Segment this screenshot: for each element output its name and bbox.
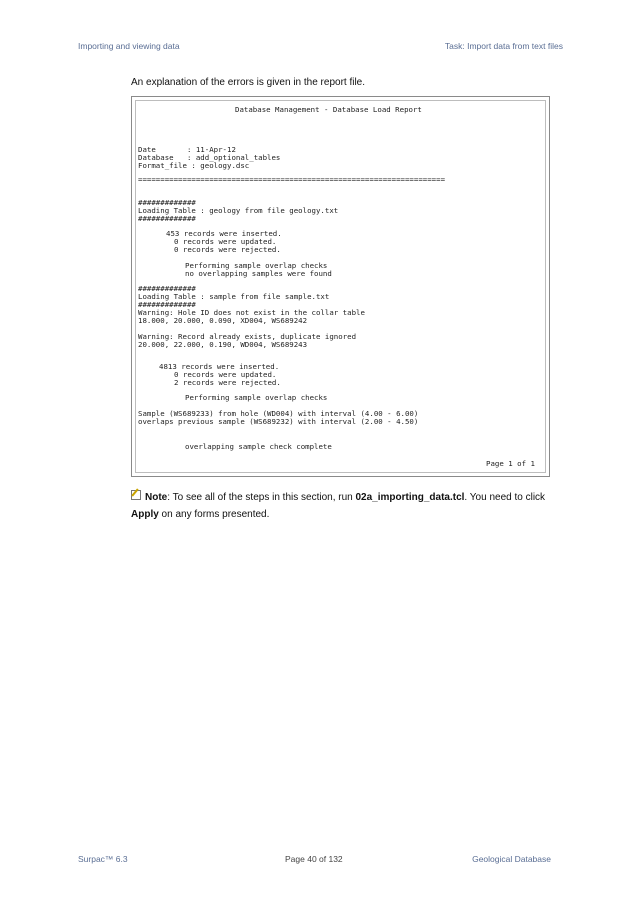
note-text: : To see all of the steps in this section, run: [167, 492, 356, 503]
report-line: Sample (WS689233) from hole (WD004) with interval (4.00 - 6.00): [138, 409, 419, 418]
report-line: 2 records were rejected.: [174, 378, 281, 387]
report-line: Date : 11-Apr-12: [138, 145, 236, 154]
header-task-title: Task: Import data from text files: [444, 41, 563, 51]
report-line: 0 records were rejected.: [174, 245, 281, 254]
note-pencil-icon: [131, 490, 141, 500]
report-line: #############: [138, 300, 196, 309]
report-line: 0 records were updated.: [174, 237, 277, 246]
report-line: Database : add_optional_tables: [138, 153, 281, 162]
report-line: #############: [138, 198, 196, 207]
header-section-title: Importing and viewing data: [78, 41, 180, 51]
intro-paragraph: An explanation of the errors is given in the report file.: [131, 77, 366, 88]
report-line: Performing sample overlap checks: [185, 393, 328, 402]
footer-page-number: Page 40 of 132: [285, 854, 343, 864]
report-line: Performing sample overlap checks: [185, 261, 328, 270]
report-line: Loading Table : geology from file geology.txt: [138, 206, 339, 215]
report-line: 20.000, 22.000, 0.190, WD004, WS689243: [138, 340, 308, 349]
note-label: Note: [145, 492, 168, 503]
report-screenshot: [131, 96, 550, 477]
note-text: . You need to click: [464, 492, 546, 503]
report-line: 18.000, 20.000, 0.090, XD004, WS689242: [138, 316, 308, 325]
report-separator: =====================================================================: [138, 175, 446, 184]
report-line: 453 records were inserted.: [166, 229, 282, 238]
report-line: #############: [138, 284, 196, 293]
report-line: Format_file : geology.dsc: [138, 161, 250, 170]
report-page-number: Page 1 of 1: [486, 459, 535, 468]
apply-keyword: Apply: [131, 509, 159, 520]
report-line: 0 records were updated.: [174, 370, 277, 379]
footer-product: Surpac™ 6.3: [78, 854, 128, 864]
report-line: overlapping sample check complete: [185, 442, 332, 451]
report-line: Loading Table : sample from file sample.txt: [138, 292, 330, 301]
report-line: overlaps previous sample (WS689232) with interval (2.00 - 4.50): [138, 417, 419, 426]
report-line: #############: [138, 214, 196, 223]
note-text: on any forms presented.: [158, 509, 270, 520]
note-paragraph: [131, 489, 551, 523]
script-name: 02a_importing_data.tcl: [355, 492, 465, 503]
footer-chapter: Geological Database: [472, 854, 551, 864]
report-line: no overlapping samples were found: [185, 269, 332, 278]
report-warning: Warning: Record already exists, duplicate ignored: [138, 332, 357, 341]
report-warning: Warning: Hole ID does not exist in the collar table: [138, 308, 365, 317]
report-title: Database Management - Database Load Report: [235, 105, 422, 114]
report-line: 4813 records were inserted.: [159, 362, 280, 371]
